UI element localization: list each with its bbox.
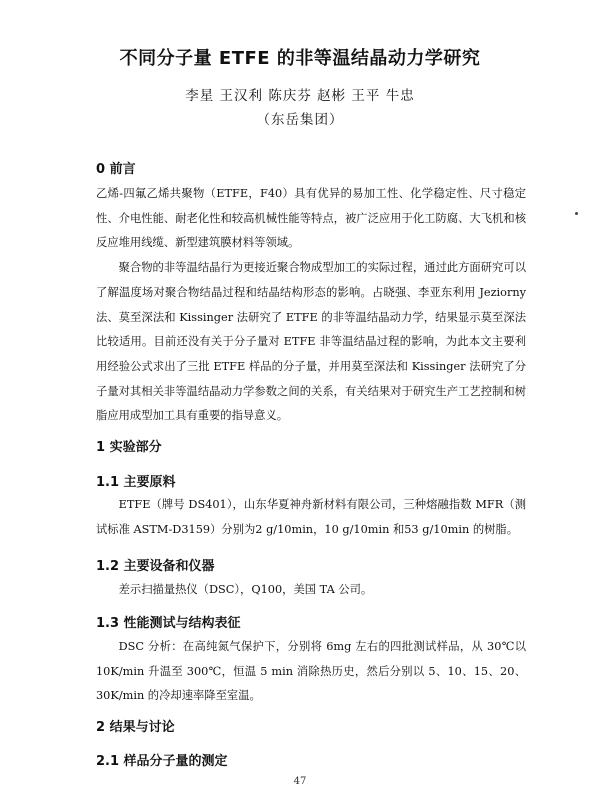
preface-paragraph-2: 聚合物的非等温结晶行为更接近聚合物成型加工的实际过程，通过此方面研究可以了解温度场对聚合物结晶过程和结晶结构形态的影响。占晓强、李亚东利用 Jeziorny 法、莫至深法和 Kissinger 法研究了 ETFE 的非等温结晶动力学，结果显示莫至深法比较适用。目前还没有关于分子量对 ETFE 非等温结晶过程的影响，为此本文主要利用经验公式求出了三批 ETFE 样品的分子量，并用莫至深法和 Kissinger 法研究了分子量对其相关非等温结晶动力学参数之间的关系，有关结果对于研究生产工艺控制和树脂应用成型加工具有重要的指导意义。 [96, 261, 526, 423]
section-heading-testing: 1.3 性能测试与结构表征 [96, 616, 241, 631]
page-number: 47 [293, 776, 307, 787]
testing-paragraph: DSC 分析：在高纯氮气保护下，分别将 6mg 左右的四批测试样品，从 30℃以 10K/min 升温至 300℃，恒温 5 min 消除热历史，然后分别以 5、10、15、20、30K/min 的冷却速率降至室温。 [96, 640, 526, 703]
section-heading-results: 2 结果与讨论 [96, 720, 175, 735]
authors: 李星 王汉利 陈庆芬 赵彬 王平 牛忠 [185, 88, 415, 104]
section-body-preface [96, 182, 526, 429]
section-heading-materials: 1.1 主要原料 [96, 475, 176, 490]
section-heading-molecular-weight: 2.1 样品分子量的测定 [96, 754, 228, 769]
preface-paragraph-1: 乙烯-四氟乙烯共聚物（ETFE，F40）具有优异的易加工性、化学稳定性、尺寸稳定性、介电性能、耐老化性和较高机械性能等特点，被广泛应用于化工防腐、大飞机和核反应堆用线缆、新型建筑膜材料等领域。 [96, 187, 526, 250]
materials-paragraph: ETFE（牌号 DS401），山东华夏神舟新材料有限公司，三种熔融指数 MFR（测试标准 ASTM-D3159）分别为2 g/10min，10 g/10min 和53 g/10min 的树脂。 [96, 498, 526, 536]
scan-speck [575, 212, 578, 215]
section-heading-preface: 0 前言 [96, 162, 136, 177]
section-heading-experiment: 1 实验部分 [96, 440, 162, 455]
section-heading-equipment: 1.2 主要设备和仪器 [96, 559, 215, 574]
paper-title: 不同分子量 ETFE 的非等温结晶动力学研究 [119, 48, 481, 69]
organization: （东岳集团） [256, 112, 344, 128]
equipment-paragraph: 差示扫描量热仪（DSC），Q100，美国 TA 公司。 [118, 583, 373, 596]
